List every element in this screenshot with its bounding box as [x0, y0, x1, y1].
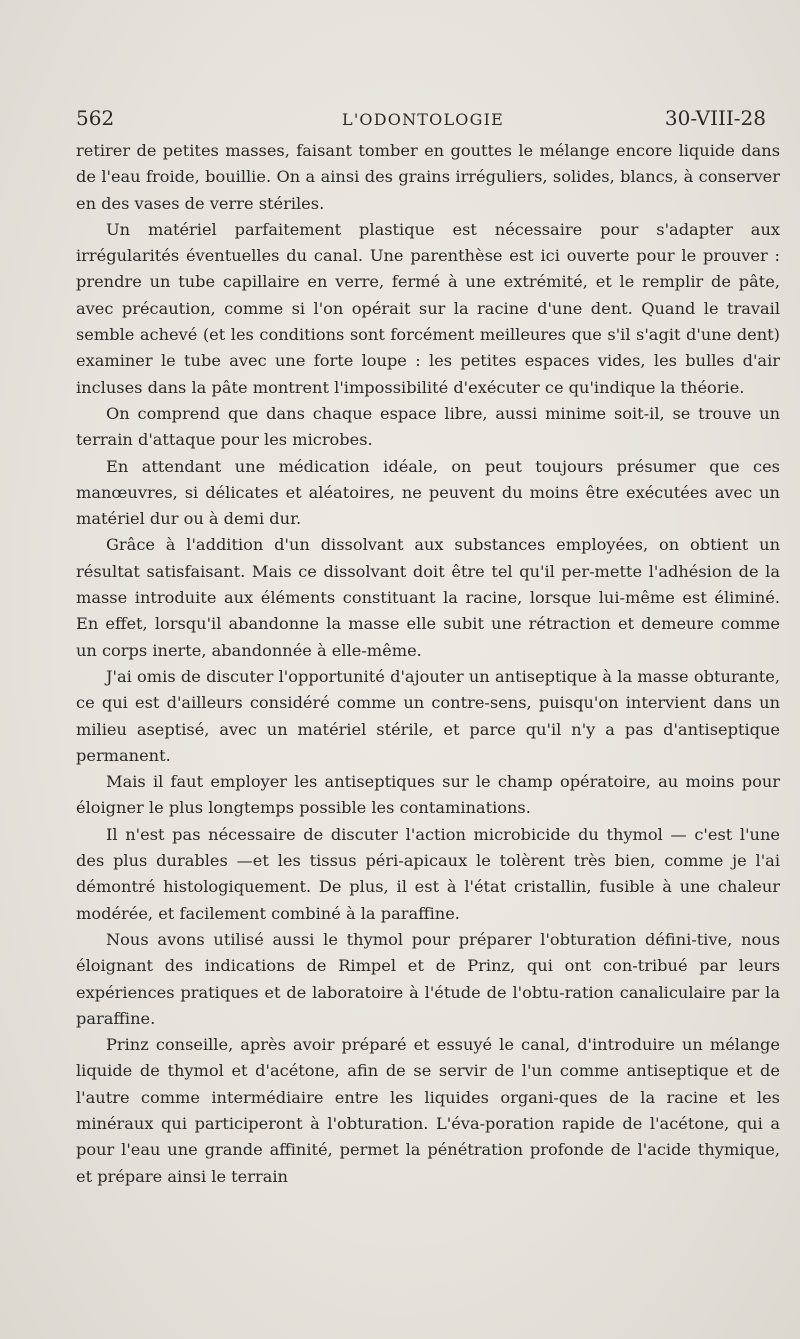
paragraph-8: Il n'est pas nécessaire de discuter l'action microbicide du thymol — c'est l'une des plus durables —et les tissus péri-apicaux le tolèrent très bien, comme je l'ai démontré histologiquement. De plus, il est à l'état cristallin, fusible à une chaleur modérée, et facilement combiné à la paraffine. [76, 824, 780, 923]
journal-title: L'ODONTOLOGIE [342, 110, 504, 129]
issue-date: 30-VIII-28 [664, 106, 766, 130]
paragraph-2: Un matériel parfaitement plastique est nécessaire pour s'adapter aux irrégularités éventuelles du canal. Une parenthèse est ici ouverte pour le prouver : prendre un tube capillaire en verre, fermé à une extrémité, et le remplir de pâte, avec précaution, comme si l'on opérait sur la racine d'une dent. Quand le travail semble achevé (et les conditions sont forcément meilleures que s'il s'agit d'une dent) examiner le tube avec une forte loupe : les petites espaces vides, les bulles d'air incluses dans la pâte montrent l'impossibilité d'exécuter ce qu'indique la théorie. [76, 219, 780, 397]
paragraph-4: En attendant une médication idéale, on peut toujours présumer que ces manœuvres, si délicates et aléatoires, ne peuvent du moins être exécutées avec un matériel dur ou à demi dur. [76, 456, 780, 529]
paragraph-10: Prinz conseille, après avoir préparé et essuyé le canal, d'introduire un mélange liquide de thymol et d'acétone, afin de se servir de l'un comme antiseptique et de l'autre comme intermédiaire entre les liquides organi-ques de la racine et les minéraux qui participeront à l'obturation. L'éva-poration rapide de l'acétone, qui a pour l'eau une grande affinité, permet la pénétration profonde de l'acide thymique, et prépare ainsi le terrain [76, 1035, 780, 1186]
paragraph-9: Nous avons utilisé aussi le thymol pour préparer l'obturation défini-tive, nous éloignant des indications de Rimpel et de Prinz, qui ont con-tribué par leurs expériences pratiques et de laboratoire à l'étude de l'obtu-ration canaliculaire par la paraffine. [76, 929, 780, 1028]
paragraph-7: Mais il faut employer les antiseptiques sur le champ opératoire, au moins pour éloigner le plus longtemps possible les contaminations. [76, 772, 780, 818]
paragraph-3: On comprend que dans chaque espace libre, aussi minime soit-il, se trouve un terrain d'attaque pour les microbes. [76, 403, 780, 450]
paragraph-1: retirer de petites masses, faisant tomber en gouttes le mélange encore liquide dans de l'eau froide, bouillie. On a ainsi des grains irréguliers, solides, blancs, à conserver en des vases de verre stériles. [76, 141, 780, 213]
body-text [76, 138, 780, 1190]
paragraph-5: Grâce à l'addition d'un dissolvant aux substances employées, on obtient un résultat satisfaisant. Mais ce dissolvant doit être tel qu'il per-mette l'adhésion de la masse introduite aux éléments constituant la racine, lorsque lui-même est éliminé. En effet, lorsqu'il abandonne la masse elle subit une rétraction et demeure comme un corps inerte, abandonnée à elle-même. [76, 535, 780, 660]
paragraph-6: J'ai omis de discuter l'opportunité d'ajouter un antiseptique à la masse obturante, ce qui est d'ailleurs considéré comme un contre-sens, puisqu'on intervient dans un milieu aseptisé, avec un matériel stérile, et parce qu'il n'y a pas d'antiseptique permanent. [76, 666, 780, 765]
page-number: 562 [76, 106, 115, 130]
page-header [72, 100, 772, 136]
